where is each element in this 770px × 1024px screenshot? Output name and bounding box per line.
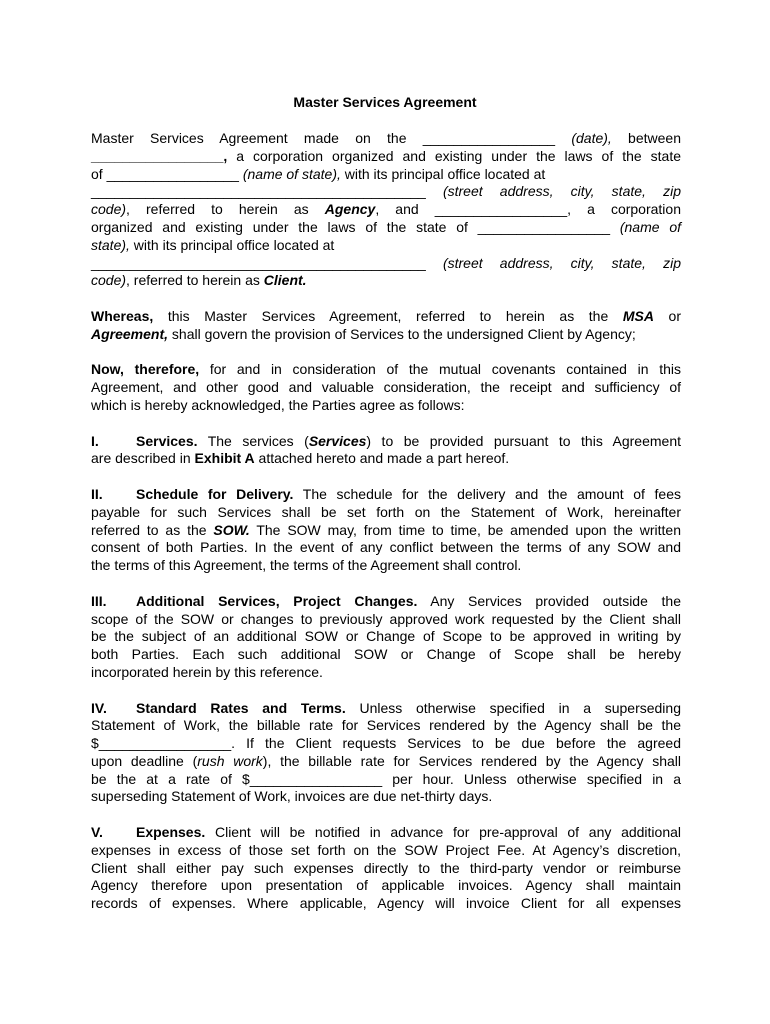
section-line: consent of both Parties. In the event of any conflict between the terms of any SOW and (91, 539, 681, 556)
section-line: Client shall either pay such expenses directly to the third-party vendor or reimburse (91, 859, 681, 876)
section-number: I. (91, 432, 99, 449)
section-heading: Standard Rates and Terms. (136, 699, 346, 716)
section-line: V. Expenses. Client will be notified in advance for pre-approval of any additional (91, 824, 681, 841)
section-line: referred to as the SOW. The SOW may, from time to time, be amended upon the written (91, 521, 681, 538)
document-body (91, 130, 681, 913)
section-line: I. Services. The services (Services) to be provided pursuant to this Agreement (91, 432, 682, 449)
section-line: Agency therefore upon presentation of applicable invoices. Agency shall maintain (91, 877, 681, 894)
section-line: superseding Statement of Work, invoices are due net-thirty days. (91, 788, 493, 805)
section-line: expenses in excess of those set forth on the SOW Project Fee. At Agency’s discretion, (91, 841, 681, 858)
intro-line: state), with its principal office located at (91, 236, 335, 253)
section-schedule-for-delivery (91, 486, 681, 575)
now-therefore-paragraph (91, 361, 681, 414)
intro-line: ___________________________________________ (street address, city, state, zip (91, 254, 681, 271)
section-number: V. (91, 824, 103, 841)
section-services (91, 433, 681, 469)
section-standard-rates (91, 700, 681, 807)
section-heading: Expenses. (136, 824, 206, 841)
section-line: upon deadline (rush work), the billable rate for Services rendered by the Agency shall (91, 752, 682, 769)
section-additional-services (91, 593, 681, 682)
intro-line: code), referred to herein as Agency, and _________________, a corporation (91, 201, 681, 218)
now-line: which is hereby acknowledged, the Parties agree as follows: (91, 396, 465, 413)
section-line: IV. Standard Rates and Terms. Unless otherwise specified in a superseding (91, 699, 681, 716)
now-line: Agreement, and other good and valuable consideration, the receipt and sufficiency of (91, 379, 681, 396)
section-number: IV. (91, 699, 107, 716)
whereas-paragraph (91, 308, 681, 344)
section-number: III. (91, 592, 107, 609)
section-line: II. Schedule for Delivery. The schedule for the delivery and the amount of fees (91, 485, 681, 502)
section-line: Statement of Work, the billable rate for Services rendered by the Agency shall be the (91, 717, 681, 734)
intro-line: _________________, a corporation organized and existing under the laws of the state (91, 147, 681, 164)
section-line: be the at a rate of $_________________ per hour. Unless otherwise specified in a (91, 770, 681, 787)
intro-line: organized and existing under the laws of the state of _________________ (name of (91, 218, 681, 235)
section-line: scope of the SOW or changes to previously approved work requested by the Client shall (91, 610, 681, 627)
intro-line: Master Services Agreement made on the _________________ (date), between (91, 130, 681, 146)
whereas-line: Agreement, shall govern the provision of Services to the undersigned Client by Agency; (91, 325, 636, 342)
section-number: II. (91, 485, 103, 502)
section-heading: Services. (136, 432, 198, 449)
section-line: be the subject of an additional SOW or Change of Scope to be approved in writing by (91, 628, 681, 645)
section-line: both Parties. Each such additional SOW or Change of Scope shall be hereby (91, 646, 681, 663)
intro-paragraph (91, 130, 681, 290)
section-line: III. Additional Services, Project Changes. Any Services provided outside the (91, 592, 681, 609)
intro-line: ___________________________________________ (street address, city, state, zip (91, 183, 681, 200)
intro-line: code), referred to herein as Client. (91, 272, 307, 289)
now-line: Now, therefore, for and in consideration of the mutual covenants contained in this (91, 361, 681, 378)
section-line: incorporated herein by this reference. (91, 663, 323, 680)
section-expenses (91, 824, 681, 913)
section-line: $_________________. If the Client requests Services to be due before the agreed (91, 735, 681, 752)
section-line: are described in Exhibit A attached hereto and made a part hereof. (91, 450, 510, 467)
section-line: the terms of this Agreement, the terms of the Agreement shall control. (91, 557, 522, 574)
intro-line: of _________________ (name of state), with its principal office located at (91, 165, 546, 182)
section-line: payable for such Services shall be set forth on the Statement of Work, hereinafter (91, 503, 681, 520)
section-heading: Additional Services, Project Changes. (136, 592, 418, 609)
whereas-line: Whereas, this Master Services Agreement, referred to herein as the MSA or (91, 307, 681, 324)
section-heading: Schedule for Delivery. (136, 485, 294, 502)
document-title: Master Services Agreement (293, 94, 477, 110)
section-line: records of expenses. Where applicable, Agency will invoice Client for all expenses (91, 895, 681, 912)
